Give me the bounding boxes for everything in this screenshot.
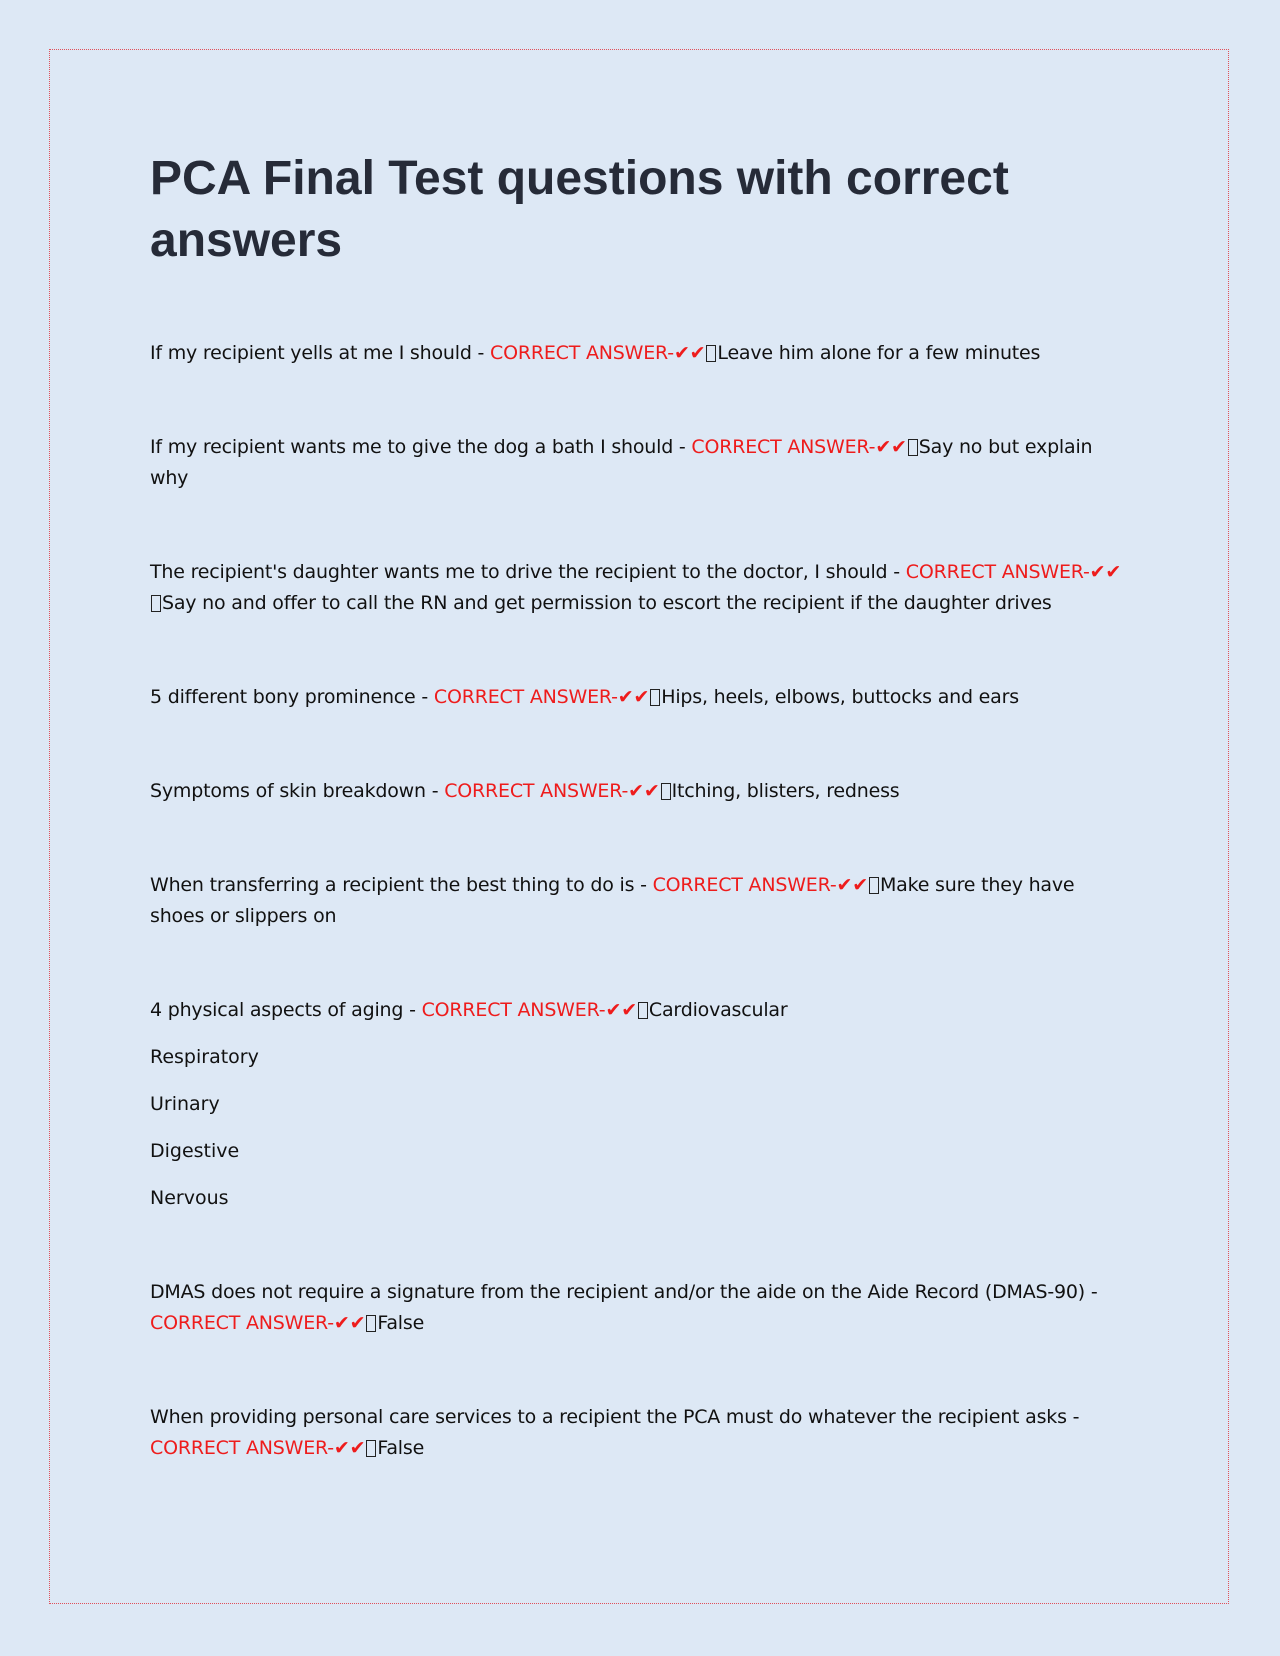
answer-label: CORRECT ANSWER- xyxy=(444,780,629,802)
answer-extra-line: Digestive xyxy=(150,1140,240,1162)
checkmark-icon: ✔✔ xyxy=(333,1437,366,1459)
qa-item xyxy=(150,338,1130,369)
answer-extra-line: Respiratory xyxy=(150,1046,259,1068)
answer-text: Say no but explain why xyxy=(150,436,1093,489)
checkmark-icon: ✔✔ xyxy=(333,1312,366,1334)
answer-label: CORRECT ANSWER- xyxy=(433,686,618,708)
qa-item xyxy=(150,776,1130,807)
qa-item xyxy=(150,432,1130,494)
missing-glyph-box-icon xyxy=(706,345,716,362)
missing-glyph-box-icon xyxy=(869,877,879,894)
question-text: 5 different bony prominence - xyxy=(150,686,434,708)
missing-glyph-box-icon xyxy=(638,1002,648,1019)
answer-extra-line: Urinary xyxy=(150,1093,220,1115)
document-title: PCA Final Test questions with correct answers xyxy=(150,152,1009,267)
checkmark-icon: ✔✔ xyxy=(617,686,650,708)
answer-text: Leave him alone for a few minutes xyxy=(717,342,1041,364)
missing-glyph-box-icon xyxy=(661,783,671,800)
answer-label: CORRECT ANSWER- xyxy=(150,1312,334,1334)
question-text: The recipient's daughter wants me to drive the recipient to the doctor, I should - xyxy=(150,561,906,583)
checkmark-icon: ✔✔ xyxy=(836,874,868,896)
answer-text: False xyxy=(377,1312,425,1334)
question-text: If my recipient yells at me I should - xyxy=(150,342,491,364)
missing-glyph-box-icon xyxy=(650,689,660,706)
qa-item xyxy=(150,1402,1130,1464)
question-text: If my recipient wants me to give the dog a bath I should - xyxy=(150,436,692,458)
qa-list xyxy=(150,338,1130,1464)
qa-item xyxy=(150,557,1130,619)
answer-text: Hips, heels, elbows, buttocks and ears xyxy=(661,686,1019,708)
question-text: When transferring a recipient the best thing to do is - xyxy=(150,874,653,896)
answer-text: Say no and offer to call the RN and get permission to escort the recipient if the daughter drives xyxy=(162,592,1052,614)
missing-glyph-box-icon xyxy=(366,1440,376,1457)
question-text: DMAS does not require a signature from the recipient and/or the aide on the Aide Record (DMAS-90) - xyxy=(150,1281,1098,1303)
answer-text: False xyxy=(377,1437,425,1459)
answer-text: Cardiovascular xyxy=(648,999,788,1021)
question-text: When providing personal care services to a recipient the PCA must do whatever the recipient asks - xyxy=(150,1406,1080,1428)
checkmark-icon: ✔✔ xyxy=(875,436,907,458)
answer-label: CORRECT ANSWER- xyxy=(421,999,606,1021)
answer-text: Itching, blisters, redness xyxy=(671,780,900,802)
answer-label: CORRECT ANSWER- xyxy=(691,436,876,458)
qa-item xyxy=(150,682,1130,713)
qa-item xyxy=(150,995,1130,1026)
answer-label: CORRECT ANSWER- xyxy=(150,1437,334,1459)
checkmark-icon: ✔✔ xyxy=(1089,561,1122,583)
answer-extra-line: Nervous xyxy=(150,1187,229,1209)
qa-item xyxy=(150,1277,1130,1339)
checkmark-icon: ✔✔ xyxy=(628,780,660,802)
checkmark-icon: ✔✔ xyxy=(673,342,706,364)
question-text: Symptoms of skin breakdown - xyxy=(150,780,445,802)
answer-label: CORRECT ANSWER- xyxy=(905,561,1090,583)
missing-glyph-box-icon xyxy=(908,439,918,456)
checkmark-icon: ✔✔ xyxy=(605,999,637,1021)
question-text: 4 physical aspects of aging - xyxy=(150,999,422,1021)
answer-text: Make sure they have shoes or slippers on xyxy=(150,874,1075,927)
qa-item xyxy=(150,870,1130,932)
missing-glyph-box-icon xyxy=(366,1315,376,1332)
answer-label: CORRECT ANSWER- xyxy=(490,342,674,364)
document-content xyxy=(150,148,1130,1527)
missing-glyph-box-icon xyxy=(151,595,161,612)
answer-label: CORRECT ANSWER- xyxy=(652,874,837,896)
